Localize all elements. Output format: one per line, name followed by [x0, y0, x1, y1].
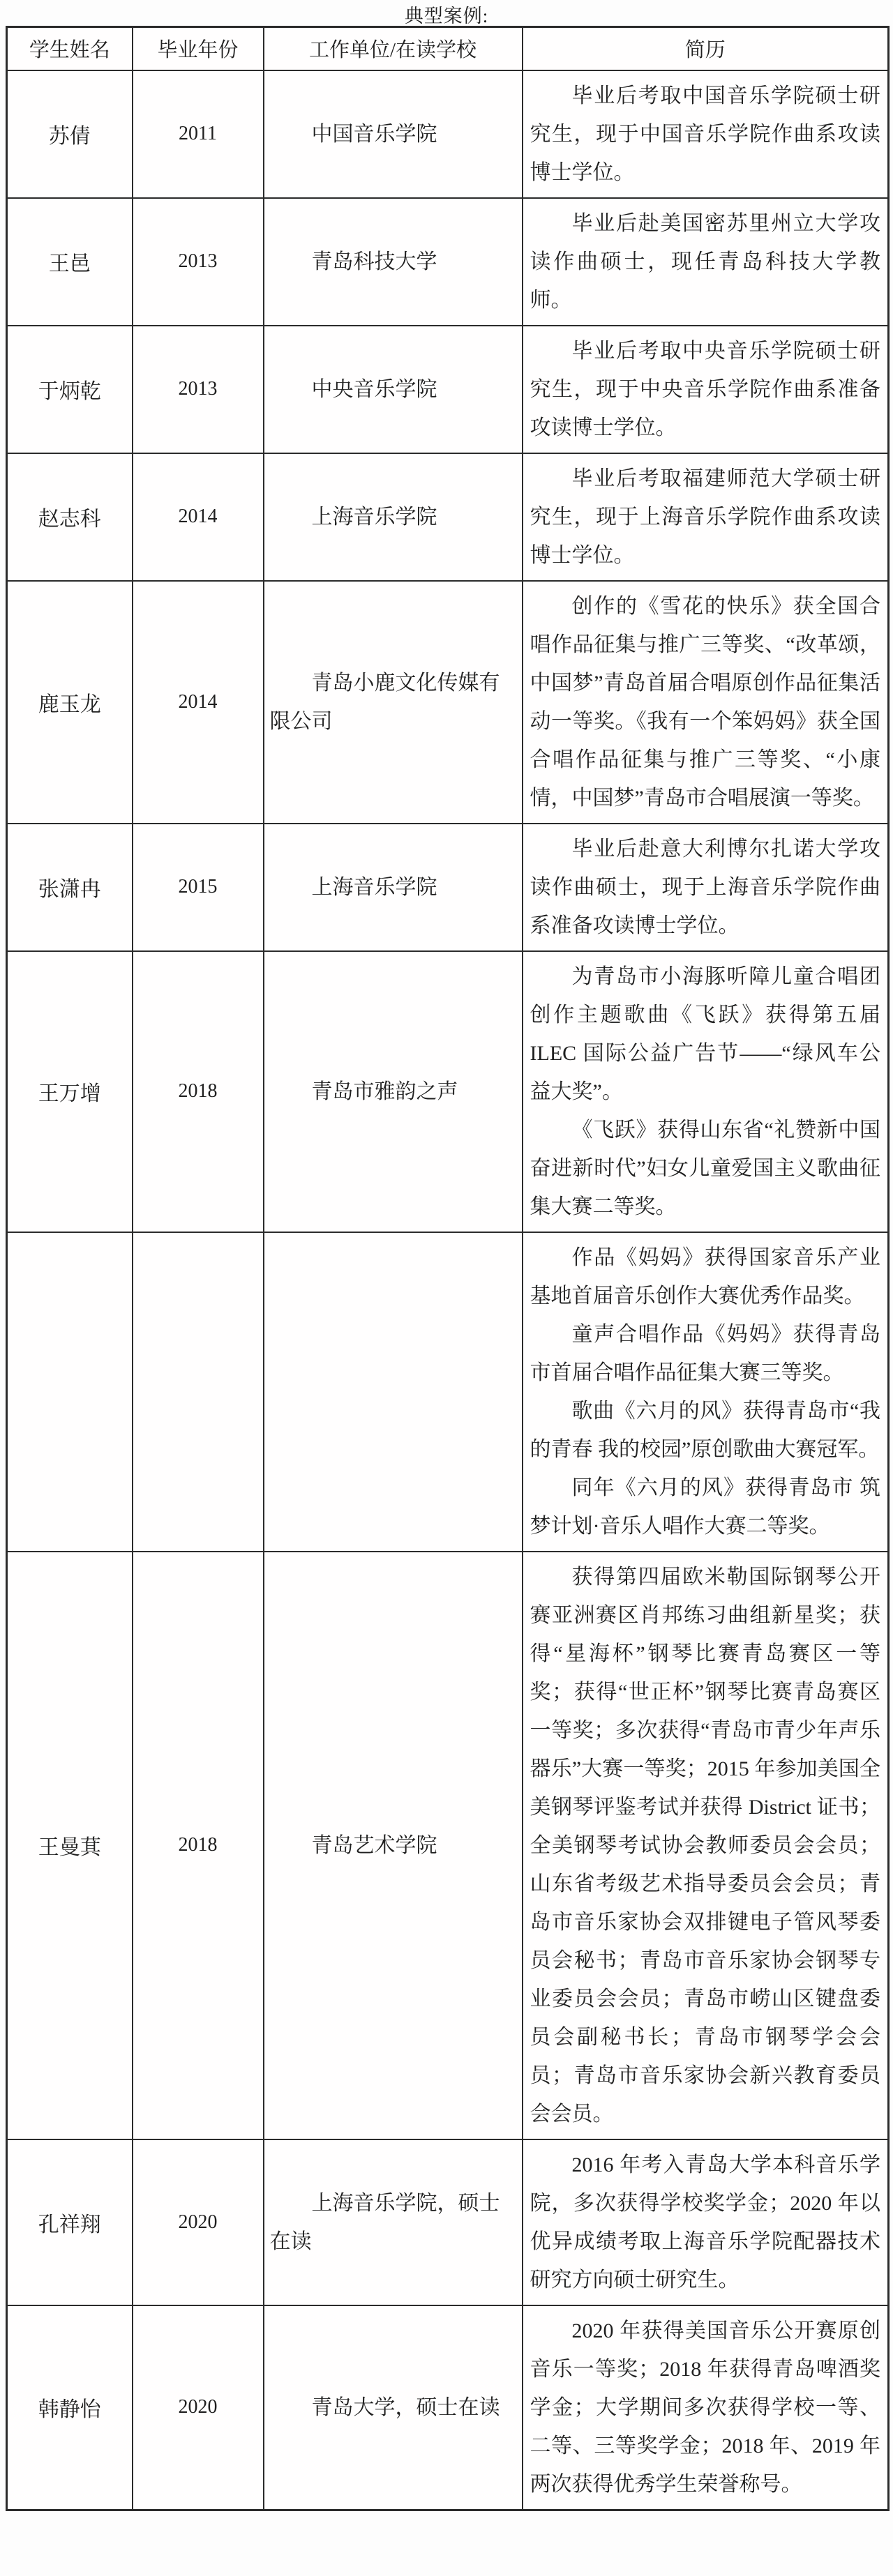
table-row [7, 581, 889, 824]
table-row [7, 951, 889, 1232]
bio-paragraph: 2016 年考入青岛大学本科音乐学院，多次获得学校奖学金；2020 年以优异成绩考取上海音乐学院配器技术研究方向硕士研究生。 [530, 2153, 880, 2291]
work-unit-cell [264, 951, 523, 1232]
bio-paragraph: 毕业后赴意大利博尔扎诺大学攻读作曲硕士，现于上海音乐学院作曲系准备攻读博士学位。 [530, 837, 880, 937]
table-row [7, 70, 889, 198]
work-unit-cell [264, 453, 523, 581]
graduation-year-cell: 2015 [133, 824, 264, 951]
table-row [7, 326, 889, 453]
graduation-year-cell: 2013 [133, 198, 264, 326]
graduation-year-cell: 2011 [133, 70, 264, 198]
bio-paragraph: 为青岛市小海豚听障儿童合唱团创作主题歌曲《飞跃》获得第五届 ILEC 国际公益广告节——“绿风车公益大奖”。 [530, 964, 880, 1103]
bio-cell [523, 70, 889, 198]
bio-paragraph: 毕业后考取中国音乐学院硕士研究生，现于中国音乐学院作曲系攻读博士学位。 [530, 84, 880, 184]
bio-cell [523, 2305, 889, 2510]
bio-cell [523, 1232, 889, 1552]
work-unit-cell [264, 326, 523, 453]
graduation-year-cell: 2014 [133, 453, 264, 581]
typical-cases-table [6, 26, 890, 2511]
work-unit-cell [264, 2139, 523, 2305]
table-header-row [7, 27, 889, 70]
table-row [7, 198, 889, 326]
work-unit-text: 中国音乐学院 [311, 122, 437, 146]
table-row [7, 824, 889, 951]
bio-cell [523, 951, 889, 1232]
header-student-name: 学生姓名 [7, 27, 133, 70]
page-title: 典型案例: [404, 6, 489, 26]
student-name-cell: 张潇冉 [7, 824, 133, 951]
table-row [7, 1552, 889, 2139]
bio-paragraph: 2020 年获得美国音乐公开赛原创音乐一等奖；2018 年获得青岛啤酒奖学金；大学期间多次获得学校一等、二等、三等奖学金；2018 年、2019 年两次获得优秀学生荣誉称号。 [530, 2319, 880, 2496]
work-unit-text: 中央音乐学院 [311, 377, 437, 401]
bio-paragraph: 创作的《雪花的快乐》获全国合唱作品征集与推广三等奖、“改革颂，中国梦”青岛首届合唱原创作品征集活动一等奖。《我有一个笨妈妈》获全国合唱作品征集与推广三等奖、“小康情，中国梦”青岛市合唱展演一等奖。 [530, 594, 880, 810]
work-unit-text: 上海音乐学院，硕士在读 [269, 2191, 500, 2253]
work-unit-cell [264, 581, 523, 824]
work-unit-cell [264, 198, 523, 326]
graduation-year-cell: 2018 [133, 951, 264, 1232]
bio-cell [523, 581, 889, 824]
work-unit-text: 青岛小鹿文化传媒有限公司 [269, 671, 500, 733]
work-unit-cell [264, 1232, 523, 1552]
student-name-cell: 于炳乾 [7, 326, 133, 453]
work-unit-text: 青岛大学，硕士在读 [311, 2395, 500, 2419]
bio-cell [523, 326, 889, 453]
student-name-cell: 韩静怡 [7, 2305, 133, 2510]
work-unit-text: 上海音乐学院 [311, 875, 437, 899]
bio-paragraph: 歌曲《六月的风》获得青岛市“我的青春 我的校园”原创歌曲大赛冠军。 [530, 1399, 880, 1461]
bio-paragraph: 毕业后考取福建师范大学硕士研究生，现于上海音乐学院作曲系攻读博士学位。 [530, 467, 880, 567]
bio-paragraph: 毕业后赴美国密苏里州立大学攻读作曲硕士，现任青岛科技大学教师。 [530, 211, 880, 312]
bio-paragraph: 获得第四届欧米勒国际钢琴公开赛亚洲赛区肖邦练习曲组新星奖；获得“星海杯”钢琴比赛青岛赛区一等奖；获得“世正杯”钢琴比赛青岛赛区一等奖；多次获得“青岛市青少年声乐器乐”大赛一等奖；2015 年参加美国全美钢琴评鉴考试并获得 District 证书；全美钢琴考试协会教师委员会会员；山东省考级艺术指导委员会会员；青岛市音乐家协会双排键电子管风琴委员会秘书；青岛市音乐家协会钢琴专业委员会会员；青岛市崂山区键盘委员会副秘书长；青岛市钢琴学会会员；青岛市音乐家协会新兴教育委员会会员。 [530, 1565, 880, 2126]
student-name-cell: 孔祥翔 [7, 2139, 133, 2305]
work-unit-text: 青岛科技大学 [311, 250, 437, 273]
graduation-year-cell [133, 1232, 264, 1552]
student-name-cell: 王邑 [7, 198, 133, 326]
table-row [7, 453, 889, 581]
table-row [7, 2139, 889, 2305]
bio-paragraph: 作品《妈妈》获得国家音乐产业基地首届音乐创作大赛优秀作品奖。 [530, 1245, 880, 1308]
bio-cell [523, 824, 889, 951]
student-name-cell: 鹿玉龙 [7, 581, 133, 824]
student-name-cell: 赵志科 [7, 453, 133, 581]
table-row [7, 2305, 889, 2510]
header-bio: 简历 [523, 27, 889, 70]
header-work-unit: 工作单位/在读学校 [264, 27, 523, 70]
work-unit-cell [264, 2305, 523, 2510]
graduation-year-cell: 2020 [133, 2139, 264, 2305]
graduation-year-cell: 2018 [133, 1552, 264, 2139]
bio-paragraph: 同年《六月的风》获得青岛市 筑梦计划·音乐人唱作大赛二等奖。 [530, 1476, 880, 1538]
bio-cell [523, 1552, 889, 2139]
student-name-cell: 王万增 [7, 951, 133, 1232]
bio-paragraph: 童声合唱作品《妈妈》获得青岛市首届合唱作品征集大赛三等奖。 [530, 1322, 880, 1384]
work-unit-cell [264, 1552, 523, 2139]
bio-cell [523, 2139, 889, 2305]
bio-cell [523, 198, 889, 326]
bio-paragraph: 《飞跃》获得山东省“礼赞新中国 奋进新时代”妇女儿童爱国主义歌曲征集大赛二等奖。 [530, 1118, 880, 1218]
student-name-cell [7, 1232, 133, 1552]
graduation-year-cell: 2014 [133, 581, 264, 824]
table-row [7, 1232, 889, 1552]
work-unit-cell [264, 70, 523, 198]
work-unit-text: 上海音乐学院 [311, 505, 437, 529]
work-unit-text: 青岛艺术学院 [311, 1833, 437, 1857]
student-name-cell: 王曼萁 [7, 1552, 133, 2139]
work-unit-text: 青岛市雅韵之声 [311, 1079, 458, 1103]
graduation-year-cell: 2013 [133, 326, 264, 453]
graduation-year-cell: 2020 [133, 2305, 264, 2510]
bio-cell [523, 453, 889, 581]
student-name-cell: 苏倩 [7, 70, 133, 198]
header-graduation-year: 毕业年份 [133, 27, 264, 70]
bio-paragraph: 毕业后考取中央音乐学院硕士研究生，现于中央音乐学院作曲系准备攻读博士学位。 [530, 339, 880, 439]
work-unit-cell [264, 824, 523, 951]
